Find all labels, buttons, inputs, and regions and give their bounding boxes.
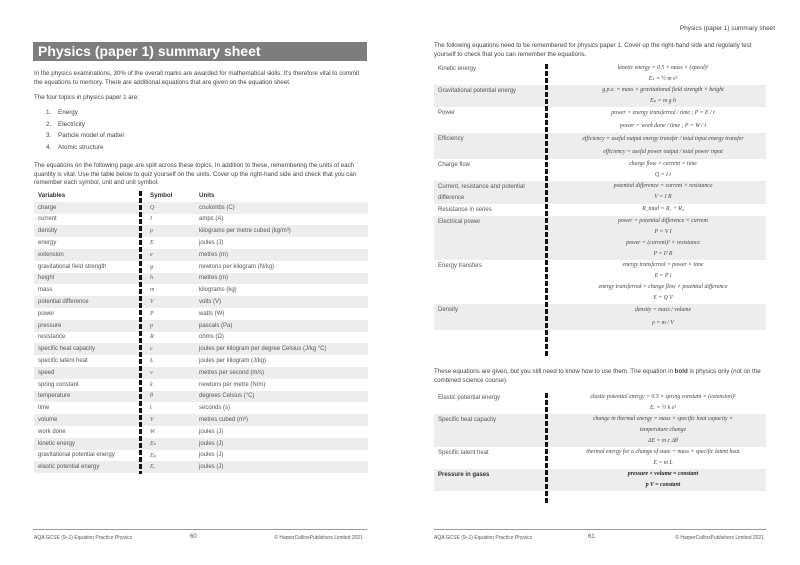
table-row <box>34 214 368 226</box>
table-row <box>34 402 368 414</box>
equation-row <box>434 414 766 447</box>
table-row <box>34 320 368 332</box>
unit-cell: joules (J) <box>195 438 368 450</box>
topic-label: Energy <box>58 109 78 116</box>
table-row <box>34 426 368 438</box>
variable-cell: gravitational field strength <box>38 263 107 270</box>
table-row <box>34 355 368 367</box>
symbol-cell: h <box>138 273 195 285</box>
variable-cell: spring constant <box>38 381 79 388</box>
equation-row <box>434 392 766 414</box>
topic-number: 4. <box>46 143 52 151</box>
symbol-cell: Eₖ <box>138 438 195 450</box>
unit-cell: kilograms (kg) <box>199 287 237 294</box>
variable-cell: kinetic energy <box>34 438 138 450</box>
symbol-cell: m <box>150 287 155 294</box>
running-head: Physics (paper 1) summary sheet <box>679 25 775 32</box>
topics-heading: The four topics in physics paper 1 are: <box>34 94 139 101</box>
equation-cell <box>546 107 766 133</box>
symbol-cell: I <box>150 216 152 223</box>
variable-cell: density <box>34 225 138 237</box>
symbol-cell: v <box>138 367 195 379</box>
equation-label: Charge flow <box>438 162 471 168</box>
symbol-cell: t <box>150 405 152 412</box>
topic-item <box>46 130 125 142</box>
topic-number: 1. <box>46 109 52 116</box>
unit-cell: joules (J) <box>199 452 224 459</box>
equation: p V = constant <box>645 482 681 488</box>
variable-cell: height <box>34 273 138 285</box>
variable-cell: extension <box>34 249 138 261</box>
variable-cell: work done <box>38 428 66 435</box>
footer-copyright: © HarperCollinsPublishers Limited 2021 <box>675 535 764 541</box>
variable-cell: volume <box>34 414 138 426</box>
equation: V = I R <box>654 194 672 200</box>
equation-row <box>434 107 766 133</box>
table-row <box>34 308 368 320</box>
equation-cell <box>546 181 766 204</box>
symbol-cell: L <box>150 358 154 365</box>
variable-cell: current <box>38 216 57 223</box>
topic-label: Particle model of matter <box>58 132 125 139</box>
table-row <box>34 225 368 237</box>
footer-rule <box>434 529 766 530</box>
header-units: Units <box>199 192 215 200</box>
equation-label: Gravitational potential energy <box>434 85 546 107</box>
equation-row <box>434 447 766 469</box>
symbol-cell: P <box>150 310 154 317</box>
given-equations-table <box>434 392 766 491</box>
table-row <box>34 414 368 426</box>
unit-cell: kilograms per metre cubed (kg/m³) <box>195 225 368 237</box>
table-row <box>34 461 368 473</box>
units-table <box>34 190 368 473</box>
variable-cell: speed <box>34 367 138 379</box>
equation: temperature change <box>639 427 687 433</box>
equation: density = mass / volume <box>634 307 692 313</box>
equation: kinetic energy = 0.5 × mass × (speed)² <box>617 65 709 71</box>
intro-paragraph: In the physics examinations, 30% of the overall marks are awarded for mathematical skills. It's therefore vital to commit the equations to memory. There are additional equations that are given on the equation sheet. <box>34 70 360 86</box>
equation: P = I² R <box>653 251 673 257</box>
equation-label: Current, resistance and potential difference <box>434 181 546 204</box>
topic-label: Atomic structure <box>58 143 104 151</box>
symbol-cell: Eₑ <box>138 461 195 473</box>
variable-cell: specific heat capacity <box>34 343 138 355</box>
topic-number: 3. <box>46 132 52 139</box>
equation-cell <box>546 469 766 491</box>
page-number: 61 <box>588 534 595 540</box>
symbol-cell: V <box>138 414 195 426</box>
table-row <box>34 273 368 285</box>
equation-label: Specific heat capacity <box>434 414 546 447</box>
variable-cell: energy <box>38 240 57 247</box>
equation-label: Power <box>438 110 456 116</box>
unit-cell: amps (A) <box>199 216 224 223</box>
cover-up-divider <box>139 191 142 474</box>
equation: pressure × volume = constant <box>627 471 699 477</box>
equation-row <box>434 216 766 260</box>
topic-item <box>46 107 125 119</box>
equation-row <box>434 85 766 107</box>
cover-up-divider <box>545 393 548 503</box>
topic-item <box>46 142 125 154</box>
given-intro-text-end: is physics only (not on the combined science course). <box>434 368 761 384</box>
equation-row <box>434 304 766 330</box>
table-row <box>34 367 368 379</box>
table-row <box>34 249 368 261</box>
unit-cell: coulombs (C) <box>195 202 368 214</box>
symbol-cell: E <box>150 240 154 247</box>
table-row <box>34 296 368 308</box>
equation: Eₚ = m g h <box>650 98 676 104</box>
equation: E = m L <box>653 460 673 466</box>
header-variables: Variables <box>38 192 66 200</box>
topic-number: 2. <box>46 120 52 128</box>
equation-cell <box>546 304 766 330</box>
symbol-cell: θ <box>138 391 195 403</box>
variable-cell: resistance <box>38 334 66 341</box>
table-row <box>34 450 368 462</box>
equation-label: Density <box>434 304 546 330</box>
unit-cell: volts (V) <box>195 296 368 308</box>
equation-label: Pressure in gases <box>434 469 546 491</box>
unit-cell: metres cubed (m³) <box>195 414 368 426</box>
variable-cell: time <box>38 405 50 412</box>
equation: energy transferred = power × time <box>622 262 704 268</box>
unit-cell: joules (J) <box>199 240 224 247</box>
equation-cell <box>546 85 766 107</box>
unit-cell: newtons per kilogram (N/kg) <box>199 263 275 270</box>
symbol-cell: e <box>138 249 195 261</box>
unit-cell: metres per second (m/s) <box>195 367 368 379</box>
equation-cell <box>546 392 766 414</box>
unit-cell: metres (m) <box>195 249 368 261</box>
equation-cell <box>546 447 766 469</box>
equation: thermal energy for a change of state = mass × specific latent heat <box>586 449 740 455</box>
variable-cell: mass <box>38 287 53 294</box>
variable-cell: temperature <box>34 391 138 403</box>
equation: elastic potential energy = 0.5 × spring constant × (extension)² <box>590 394 736 400</box>
variable-cell: pressure <box>34 320 138 332</box>
equation-label: Specific latent heat <box>438 450 489 456</box>
variable-cell: potential difference <box>34 296 138 308</box>
equation: ΔE = m c Δθ <box>648 438 678 444</box>
symbol-cell: Eₚ <box>150 452 157 459</box>
unit-cell: degrees Celsius (°C) <box>195 391 368 403</box>
equation-cell <box>546 216 766 260</box>
table-row <box>34 379 368 391</box>
equation: g.p.e. = mass × gravitational field strength × height <box>602 87 724 93</box>
given-intro-bold: bold <box>674 368 688 375</box>
symbol-cell: g <box>150 263 153 270</box>
equation: Eₑ = ½ k e² <box>649 405 676 411</box>
symbol-cell: k <box>150 381 153 388</box>
equation: potential difference = current × resistance <box>613 183 713 189</box>
symbol-cell: c <box>138 343 195 355</box>
equation-cell <box>546 159 766 181</box>
table-row <box>34 391 368 403</box>
equation-row <box>434 260 766 304</box>
remember-intro-paragraph: The following equations need to be remembered for physics paper 1. Cover up the right-hand side and regularly test yourself to check that you can remember the equations. <box>434 42 752 58</box>
equation-cell <box>546 204 766 216</box>
unit-cell: metres (m) <box>195 273 368 285</box>
equation: power = potential difference × current <box>618 218 708 224</box>
footer-copyright: © HarperCollinsPublishers Limited 2021 <box>274 535 363 541</box>
unit-cell: joules (J) <box>199 428 224 435</box>
symbol-cell: ρ <box>138 225 195 237</box>
unit-cell: pascals (Pa) <box>195 320 368 332</box>
table-row <box>34 261 368 273</box>
table-row <box>34 343 368 355</box>
equation-cell <box>546 260 766 304</box>
table-row <box>34 284 368 296</box>
equation: ρ = m / V <box>652 320 674 326</box>
variable-cell: gravitational potential energy <box>38 452 115 459</box>
page-title: Physics (paper 1) summary sheet <box>33 42 367 61</box>
equation: power = (current)² × resistance <box>626 240 700 246</box>
symbol-cell: Q <box>138 202 195 214</box>
equation: Q = I t <box>655 172 671 178</box>
variable-cell: charge <box>34 202 138 214</box>
equation: efficiency = useful power output / total power input <box>603 149 723 155</box>
equation-cell <box>546 414 766 447</box>
equation: efficiency = useful output energy transfer / total input energy transfer <box>582 136 744 142</box>
symbol-cell: V <box>138 296 195 308</box>
unit-cell: seconds (s) <box>199 405 231 412</box>
given-intro-paragraph <box>434 368 769 385</box>
unit-cell: ohms (Ω) <box>199 334 224 341</box>
right-page <box>420 0 800 565</box>
unit-cell: joules (J) <box>195 461 368 473</box>
equation-label: Elastic potential energy <box>438 395 501 401</box>
footer-book-title: AQA GCSE (9–1) Equation Practice Physics <box>434 535 533 541</box>
remembered-equations-table <box>434 63 766 330</box>
equation-row <box>434 469 766 491</box>
symbol-cell: p <box>138 320 195 332</box>
equation: P = V I <box>654 229 672 235</box>
symbol-cell: W <box>150 428 155 435</box>
equation: charge flow = current × time <box>629 161 697 167</box>
variable-cell: power <box>38 310 55 317</box>
equation-row <box>434 133 766 159</box>
page-number: 60 <box>190 534 197 540</box>
table-row <box>34 237 368 249</box>
table-row <box>34 332 368 344</box>
equation-row <box>434 204 766 216</box>
equation-label: Efficiency <box>434 133 546 159</box>
topics-list <box>46 107 125 153</box>
footer-rule <box>33 529 367 530</box>
variable-cell: elastic potential energy <box>34 461 138 473</box>
unit-cell: watts (W) <box>199 310 225 317</box>
equation: power = energy transferred / time ; P = E / t <box>611 110 715 116</box>
equation-label: Resistance in series <box>438 207 492 213</box>
units-intro-paragraph: The equations on the following page are split across these topics. In addition to these, remembering the units of each quantity is vital. Use the table below to quiz yourself on the units. Cover up the right-hand side and check that you can remember each symbol, unit and unit symbol. <box>34 162 357 186</box>
header-symbol: Symbol <box>150 192 173 200</box>
equation-label: Kinetic energy <box>438 66 477 72</box>
cover-up-divider <box>545 64 548 358</box>
equation-label: Energy transfers <box>438 263 483 269</box>
equation-row <box>434 159 766 181</box>
unit-cell: newtons per metre (N/m) <box>199 381 266 388</box>
unit-cell: joules per kilogram (J/kg) <box>199 358 267 365</box>
units-table-header <box>34 190 368 202</box>
table-row <box>34 202 368 214</box>
given-intro-text: These equations are given, but you still need to know how to use them. The equation in <box>434 368 675 375</box>
equation-row <box>434 63 766 85</box>
table-row <box>34 438 368 450</box>
symbol-cell: R <box>150 334 154 341</box>
equation-cell <box>546 133 766 159</box>
topic-item <box>46 119 125 131</box>
equation: change in thermal energy = mass × specific heat capacity × <box>593 416 733 422</box>
equation: E = P t <box>654 273 672 279</box>
topic-label: Electricity <box>58 120 85 128</box>
unit-cell: joules per kilogram per degree Celsius (J/kg °C) <box>195 343 368 355</box>
equation-label: Electrical power <box>434 216 546 260</box>
equation: E = Q V <box>653 295 673 301</box>
variable-cell: specific latent heat <box>38 358 88 365</box>
equation: energy transferred = charge flow × potential difference <box>598 284 728 290</box>
equation: power = work done / time ; P = W / t <box>619 123 707 129</box>
equation-row <box>434 181 766 204</box>
footer-book-title: AQA GCSE (9–1) Equation Practice Physics <box>34 535 133 541</box>
equation: R_total = R₁ + R₂ <box>642 206 684 212</box>
equation-cell <box>546 63 766 85</box>
equation: Eₖ = ½ m v² <box>648 76 678 82</box>
